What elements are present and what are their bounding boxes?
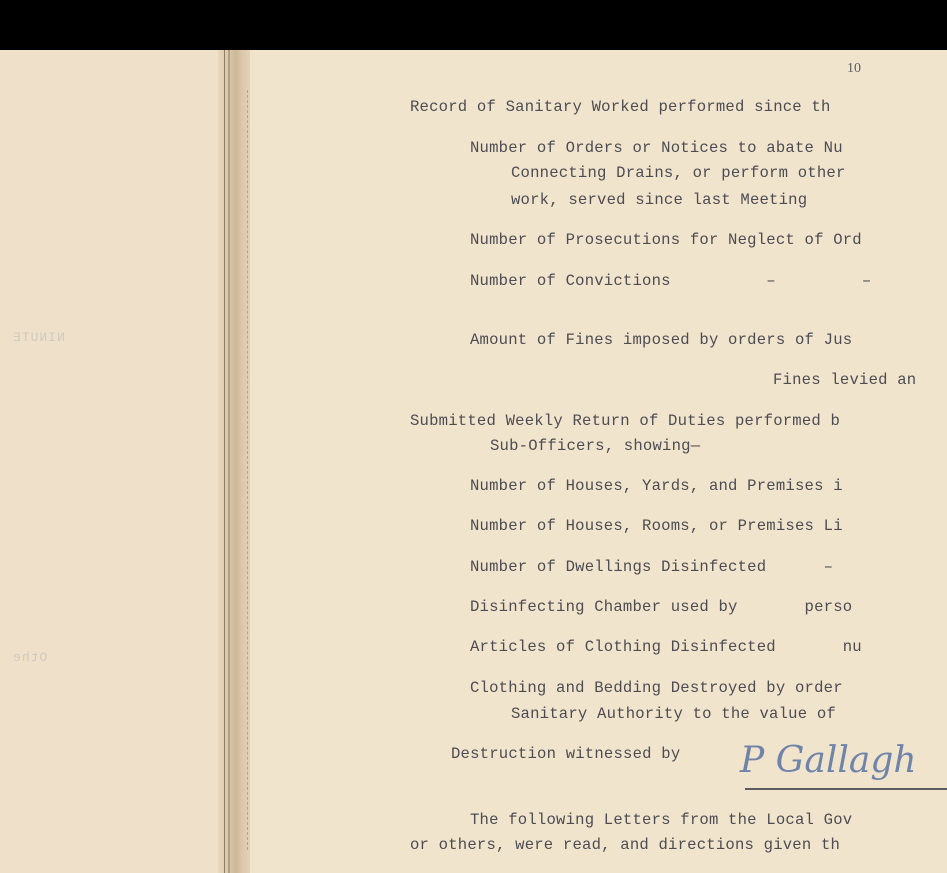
letters-line-2: or others, were read, and directions given th: [410, 836, 841, 854]
weekly-return-line-2: Sub-Officers, showing—: [490, 437, 701, 455]
orders-line-3: work, served since last Meeting: [511, 191, 808, 209]
left-page: [0, 50, 224, 873]
fines-imposed-line: Amount of Fines imposed by orders of Jus: [470, 331, 853, 349]
disinfecting-chamber-line: Disinfecting Chamber used by perso: [470, 598, 853, 616]
right-page: [250, 50, 947, 873]
orders-line-2: Connecting Drains, or perform other: [511, 164, 846, 182]
gutter-shadow: [224, 50, 225, 873]
prosecutions-line: Number of Prosecutions for Neglect of Ord: [470, 231, 862, 249]
destruction-witnessed-line: Destruction witnessed by: [451, 745, 681, 763]
letters-line-1: The following Letters from the Local Gov: [470, 811, 853, 829]
page-number: 10: [847, 61, 861, 76]
signature-rule: [745, 788, 947, 790]
orders-line-1: Number of Orders or Notices to abate Nu: [470, 139, 843, 157]
clothing-destroyed-line-1: Clothing and Bedding Destroyed by order: [470, 679, 843, 697]
clothing-destroyed-line-2: Sanitary Authority to the value of: [511, 705, 836, 723]
handwritten-signature: P Gallagh: [740, 740, 917, 781]
fines-levied-line: Fines levied an: [773, 371, 917, 389]
weekly-return-line-1: Submitted Weekly Return of Duties performed b: [410, 412, 841, 430]
convictions-line: Number of Convictions – –: [470, 272, 872, 290]
top-black-border: [0, 0, 947, 50]
houses-rooms-line: Number of Houses, Rooms, or Premises Li: [470, 517, 843, 535]
bleed-through-text: NINUTE: [12, 330, 65, 345]
bleed-through-text: Othe: [12, 650, 48, 665]
record-heading: Record of Sanitary Worked performed since th: [410, 98, 831, 116]
gutter-fold: [228, 50, 230, 873]
articles-clothing-line: Articles of Clothing Disinfected nu: [470, 638, 862, 656]
dwellings-disinfected-line: Number of Dwellings Disinfected –: [470, 558, 834, 576]
houses-yards-line: Number of Houses, Yards, and Premises i: [470, 477, 843, 495]
binding-stitch: [247, 90, 249, 850]
